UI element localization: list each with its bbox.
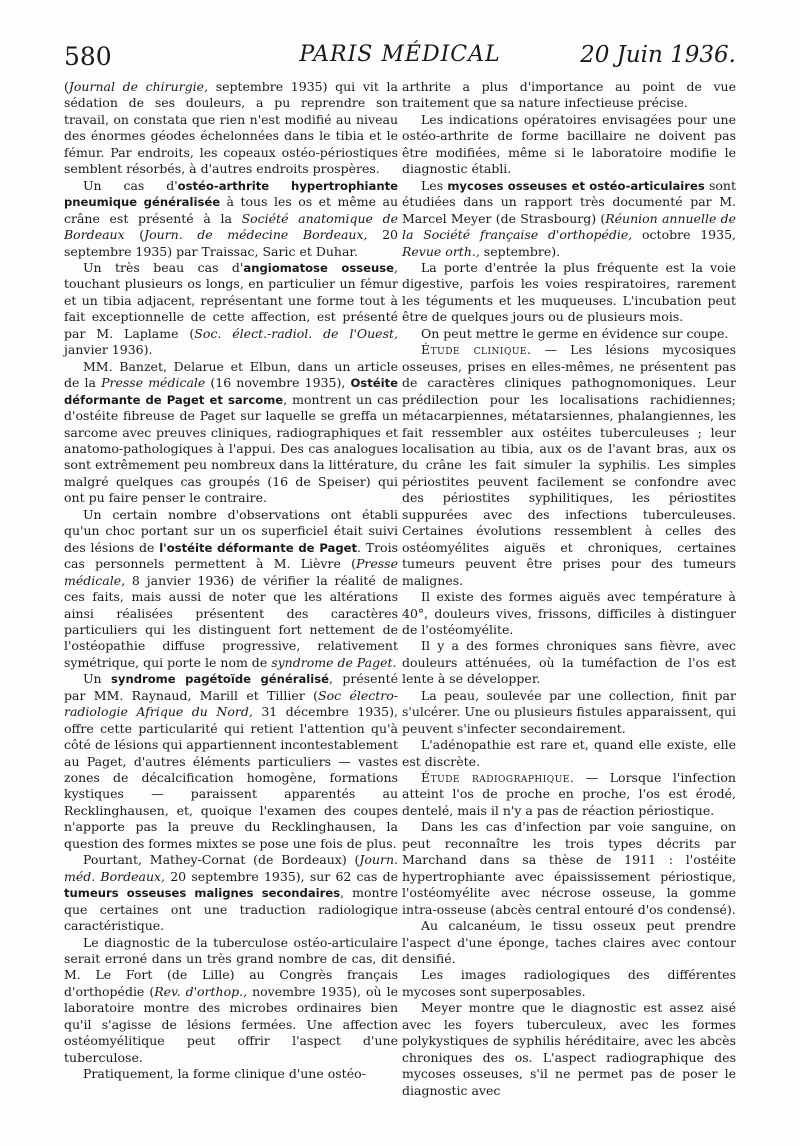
journal-title: PARIS MÉDICAL [299,42,501,67]
paragraph: Un syndrome pagétoïde généralisé, présenté par MM. Raynaud, Marill et Tillier (Soc électro-radiologie Afrique du Nord, 31 décembre 1935), offre cette particularité qui retient l'attention qu'à côté de lésions qui appartiennent incontestablement au Paget, d'autres éléments particuliers — vastes zones de décalcification homogène, formations kystiques — paraissent apparentés au Recklinghausen, et, quoique l'examen des coupes n'apporte pas la preuve du Recklinghausen, la question des formes mixtes se pose une fois de plus. [64,671,399,851]
issue-date: 20 Juin 1936. [580,42,736,68]
paragraph: Meyer montre que le diagnostic est assez aisé avec les foyers tuberculeux, avec les formes polykystiques de syphilis héréditaire, avec les abcès chroniques des os. L'aspect radiographique des mycoses osseuses, s'il ne permet pas de poser le diagnostic avec [402,1000,736,1098]
paragraph: Au calcanéum, le tissu osseux peut prendre l'aspect d'une éponge, taches claires avec contour densifié. [402,918,736,967]
paragraph: On peut mettre le germe en évidence sur coupe. [421,325,729,341]
paragraph: Dans les cas d'infection par voie sanguine, on peut reconnaître les trois types décrits par Marchand dans sa thèse de 1911 : l'ostéite hypertrophiante avec épaississement périostique, l'ostéomyélite avec nécrose osseuse, la gomme intra-osseuse (abcès central entouré d'os condensé). [402,819,736,917]
section-heading: Étude radiographique. [421,770,575,786]
right-column [402,79,736,1099]
paragraph: Pratiquement, la forme clinique d'une ostéo- [83,1066,366,1082]
paragraph: La porte d'entrée la plus fréquente est la voie digestive, parfois les voies respiratoires, rarement les téguments et les muqueuses. L'incubation peut être de quelques jours ou de plusieurs mois. [402,259,736,325]
paragraph: Étude radiographique. — Lorsque l'infection atteint l'os de proche en proche, l'os est érodé, dentelé, mais il n'y a pas de réaction périostique. [402,770,736,818]
paragraph: Il y a des formes chroniques sans fièvre, avec douleurs atténuées, où la tuméfaction de l'os est lente à se développer. [402,638,736,687]
paragraph: Un certain nombre d'observations ont établi qu'un choc portant sur un os superficiel était suivi des lésions de l'ostéite déformante de Paget. Trois cas personnels permettent à M. Lièvre (Presse médicale, 8 janvier 1936) de vérifier la réalité de ces faits, mais aussi de noter que les altérations ainsi réalisées présentent des caractères particuliers qui les distinguent fort nettement de l'ostéopathie diffuse progressive, relativement symétrique, qui porte le nom de syndrome de Paget. [64,506,398,670]
paragraph: MM. Banzet, Delarue et Elbun, dans un article de la Presse médicale (16 novembre 1935), Ostéite déformante de Paget et sarcome, montrent un cas d'ostéite fibreuse de Paget sur laquelle se greffa un sarcome avec preuves cliniques, radiographiques et anatomo-pathologiques à l'appui. Des cas analogues sont extrêmement peu nombreux dans la littérature, malgré quelques cas groupés (16 de Speiser) qui ont pu faire penser le contraire. [64,358,399,506]
paragraph: Un cas d'ostéo-arthrite hypertrophiante pneumique généralisée à tous les os et même au crâne est présenté à la Société anatomique de Bordeaux (Journ. de médecine Bordeaux, 20 septembre 1935) par Traissac, Saric et Duhar. [64,177,399,259]
page-header [64,42,736,74]
paragraph: Il existe des formes aiguës avec température à 40°, douleurs vives, frissons, difficiles à distinguer de l'ostéomyélite. [402,589,736,637]
paragraph: La peau, soulevée par une collection, finit par s'ulcérer. Une ou plusieurs fistules apparaissent, qui peuvent s'infecter secondairement. [402,687,736,736]
left-column [64,79,398,1083]
paragraph: Les images radiologiques des différentes mycoses sont superposables. [402,967,736,999]
section-heading: Étude clinique. [421,342,532,358]
paragraph: Étude clinique. — Les lésions mycosiques osseuses, prises en elles-mêmes, ne présentent pas de caractères cliniques pathognomoniques. Leur prédilection pour les localisations rachidiennes; métacarpiennes, métatarsiennes, phalangiennes, les fait ressembler aux ostéites tuberculeuses ; leur localisation au tibia, aux os de l'avant bras, aux os du crâne les fait simuler la syphilis. Les simples périostites peuvent facilement se confondre avec des périostites syphilitiques, les périostites suppurées avec des infections tuberculeuses. Certaines évolutions ressemblent à celles des ostéomyélites aiguës et chroniques, certaines tumeurs peuvent être prises pour des tumeurs malignes. [402,342,737,588]
paragraph: Pourtant, Mathey-Cornat (de Bordeaux) (Journ. méd. Bordeaux, 20 septembre 1935), sur 62 cas de tumeurs osseuses malignes secondaires, montre que certaines ont une traduction radiologique caractéristique. [64,852,398,934]
paragraph: Les indications opératoires envisagées pour une ostéo-arthrite de forme bacillaire ne doivent pas être modifiées, même si le laboratoire modifie le diagnostic établi. [402,111,736,177]
paragraph: Un très beau cas d'angiomatose osseuse, touchant plusieurs os longs, en particulier un fémur et un tibia adjacent, représentant une forme tout à fait exceptionnelle de cette affection, est présenté par M. Laplame (Soc. élect.-radiol. de l'Ouest, janvier 1936). [64,259,398,358]
paragraph: L'adénopathie est rare et, quand elle existe, elle est discrète. [402,737,736,769]
paragraph: arthrite a plus d'importance au point de vue traitement que sa nature infectieuse précise. [402,79,736,111]
paragraph: Les mycoses osseuses et ostéo-articulaires sont étudiées dans un rapport très documenté par M. Marcel Meyer (de Strasbourg) (Réunion annuelle de la Société française d'orthopédie, octobre 1935, Revue orth., septembre). [402,177,737,259]
paragraph: (Journal de chirurgie, septembre 1935) qui vit la sédation de ses douleurs, a pu reprendre son travail, on constata que rien n'est modifié au niveau des énormes géodes échelonnées dans le tibia et le fémur. Par endroits, les copeaux ostéo-périostiques semblent résorbés, à d'autres endroits prospères. [64,79,398,177]
paragraph: Le diagnostic de la tuberculose ostéo-articulaire serait erroné dans un très grand nombre de cas, dit M. Le Fort (de Lille) au Congrès français d'orthopédie (Rev. d'orthop., novembre 1935), où le laboratoire montre des microbes ordinaires bien qu'il s'agisse de lésions fermées. Une affection ostéomyélitique peut offrir l'aspect d'une tuberculose. [64,934,398,1065]
page-number: 580 [64,42,112,71]
